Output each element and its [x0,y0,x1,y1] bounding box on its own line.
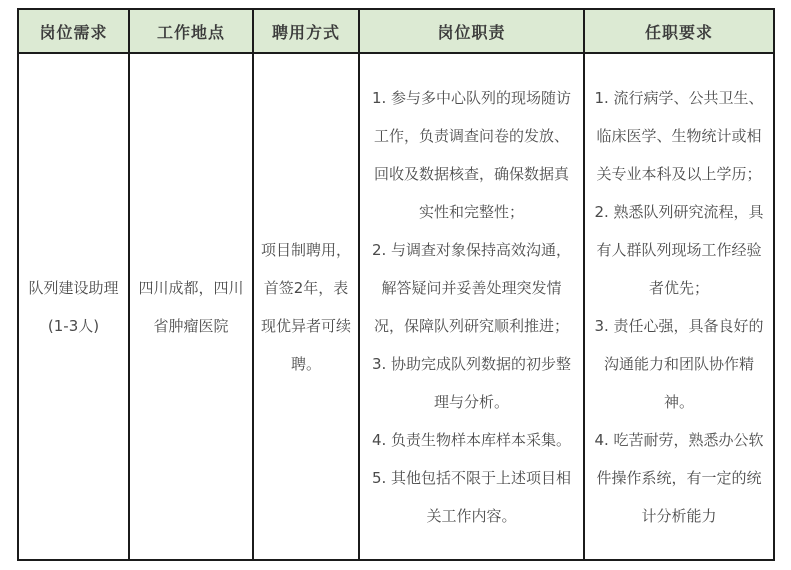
table-header-row [18,9,774,53]
cell-position [18,53,129,560]
responsibility-item: 2. 与调查对象保持高效沟通，解答疑问并妥善处理突发情况，保障队列研究顺利推进； [371,240,572,335]
table-row [18,53,774,560]
header-work-location: 工作地点 [129,9,253,53]
table-body [18,53,774,560]
responsibility-item: 5. 其他包括不限于上述项目相关工作内容。 [371,468,572,525]
responsibility-item: 3. 协助完成队列数据的初步整理与分析。 [371,354,572,411]
table-head [18,9,774,53]
header-job-responsibilities: 岗位职责 [359,9,584,53]
header-job-requirements: 任职要求 [584,9,774,53]
responsibility-item: 4. 负责生物样本库样本采集。 [371,430,572,449]
requirement-item: 4. 吃苦耐劳，熟悉办公软件操作系统，有一定的统计分析能力 [594,430,764,525]
location-text: 四川成都，四川省肿瘤医院 [138,278,244,335]
header-position-demand: 岗位需求 [18,9,129,53]
requirements-list [592,79,766,535]
requirement-item: 3. 责任心强，具备良好的沟通能力和团队协作精神。 [594,316,764,411]
requirement-item: 1. 流行病学、公共卫生、临床医学、生物统计或相关专业本科及以上学历； [594,88,764,183]
requirement-item: 2. 熟悉队列研究流程，具有人群队列现场工作经验者优先； [594,202,764,297]
cell-employment-type [253,53,359,560]
cell-location [129,53,253,560]
responsibility-item: 1. 参与多中心队列的现场随访工作，负责调查问卷的发放、回收及数据核查，确保数据真实性和完整性； [371,88,572,221]
job-posting-table [17,8,775,561]
employment-type-text: 项目制聘用，首签2年，表现优异者可续聘。 [261,240,352,373]
cell-requirements [584,53,774,560]
responsibilities-list [367,79,576,535]
header-employment-type: 聘用方式 [253,9,359,53]
position-text: 队列建设助理 (1-3人) [28,278,119,335]
cell-responsibilities [359,53,584,560]
